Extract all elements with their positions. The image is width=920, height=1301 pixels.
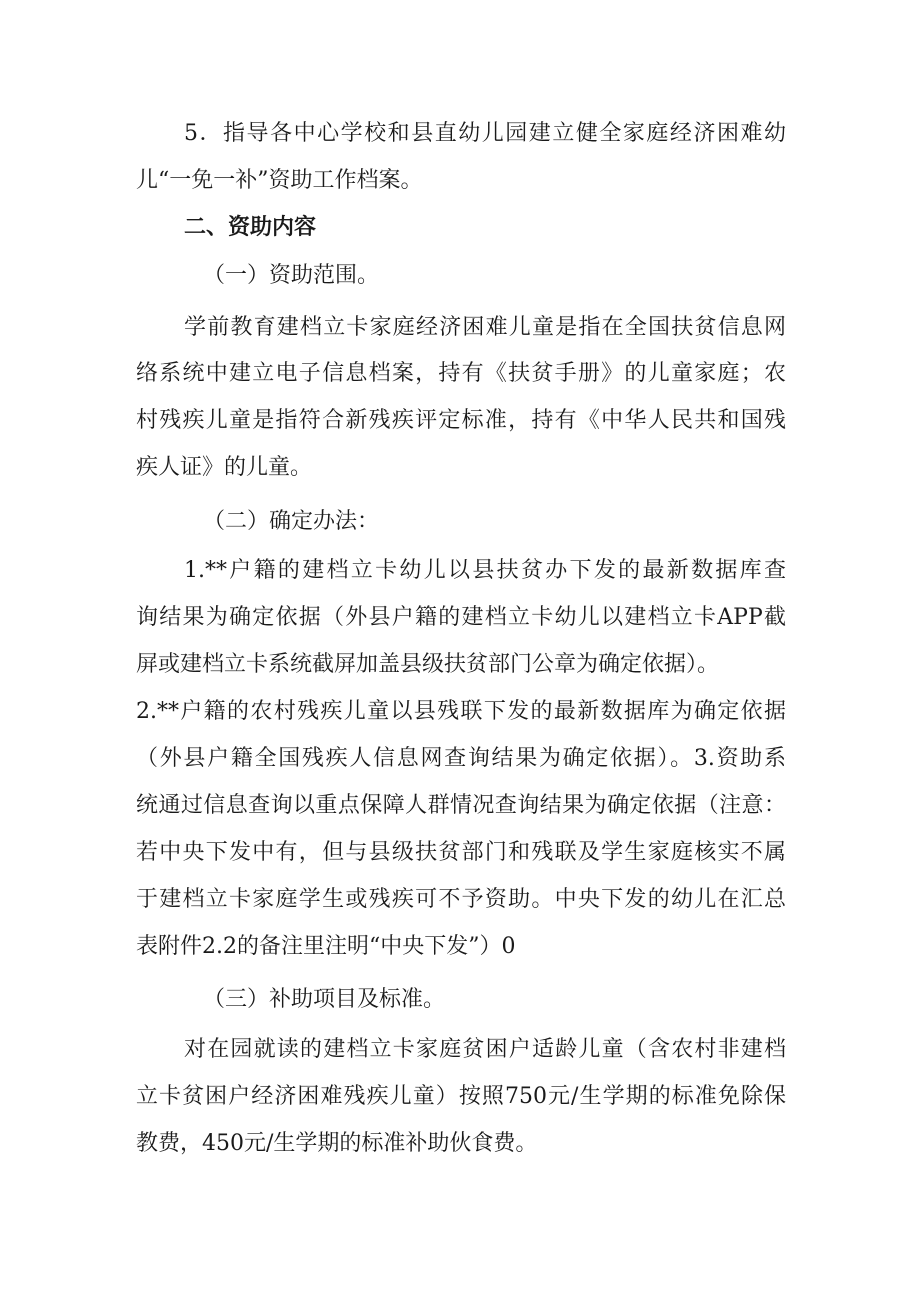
paragraph-line: 若中央下发中有，但与县级扶贫部门和残联及学生家庭核实不属: [136, 840, 786, 865]
paragraph-line: 学前教育建档立卡家庭经济困难儿童是指在全国扶贫信息网: [184, 315, 786, 340]
paragraph-line: 儿“一免一补”资助工作档案。: [136, 168, 423, 193]
subsection-heading: （三）补助项目及标准。: [203, 987, 446, 1012]
subsection-heading: （二）确定办法：: [203, 509, 380, 534]
paragraph-line: 1.**户籍的建档立卡幼儿以县扶贫办下发的最新数据库查: [184, 558, 786, 583]
paragraph-line: 对在园就读的建档立卡家庭贫困户适龄儿童（含农村非建档: [184, 1037, 786, 1062]
paragraph-line: 疾人证》的儿童。: [136, 455, 313, 480]
paragraph-line: （外县户籍全国残疾人信息网查询结果为确定依据）。3.资助系: [136, 746, 786, 771]
paragraph-line: 络系统中建立电子信息档案，持有《扶贫手册》的儿童家庭；农: [136, 361, 786, 386]
paragraph-line: 5．指导各中心学校和县直幼儿园建立健全家庭经济困难幼: [184, 121, 786, 146]
paragraph-line: 统通过信息查询以重点保障人群情况查询结果为确定依据（注意：: [136, 793, 786, 818]
paragraph-line: 询结果为确定依据（外县户籍的建档立卡幼儿以建档立卡APP截: [136, 605, 786, 630]
paragraph-line: 村残疾儿童是指符合新残疾评定标准，持有《中华人民共和国残: [136, 408, 786, 433]
section-heading: 二、资助内容: [184, 215, 317, 240]
paragraph-line: 表附件2.2的备注里注明“中央下发”）0: [136, 934, 516, 959]
subsection-heading: （一）资助范围。: [203, 263, 380, 288]
paragraph-line: 教费，450元/生学期的标准补助伙食费。: [136, 1131, 538, 1156]
paragraph-line: 屏或建档立卡系统截屏加盖县级扶贫部门公章为确定依据）。: [136, 652, 720, 677]
paragraph-line: 2.**户籍的农村残疾儿童以县残联下发的最新数据库为确定依据: [136, 699, 786, 724]
paragraph-line: 立卡贫困户经济困难残疾儿童）按照750元/生学期的标准免除保: [136, 1084, 786, 1109]
paragraph-line: 于建档立卡家庭学生或残疾可不予资助。中央下发的幼儿在汇总: [136, 887, 786, 912]
